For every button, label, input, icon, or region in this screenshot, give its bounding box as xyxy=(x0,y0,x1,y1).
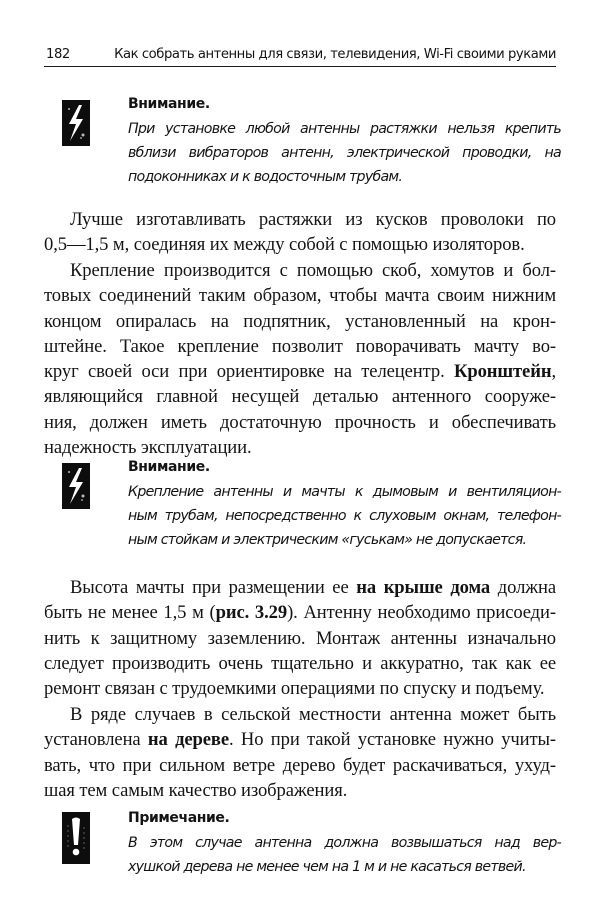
text-line: следует производить очень тщательно и аккуратно, так как ее xyxy=(44,652,556,674)
text-line: концом опиралась на подпятник, установленный на крон- xyxy=(44,310,556,332)
text-run: ). Антенну необходимо присоеди- xyxy=(287,602,556,624)
text-line: ным трубам, непосредственно к слуховым окнам, телефон- xyxy=(128,508,561,524)
text-line: ремонт связан с трудоемкими операциями по спуску и подъему. xyxy=(44,678,545,700)
text-line: В ряде случаев в сельской местности антенна может быть xyxy=(70,704,556,725)
lightning-icon xyxy=(62,463,90,509)
callout-title: Внимание. xyxy=(128,96,210,112)
text-run: быть не менее 1,5 м ( xyxy=(44,602,216,624)
callout-title: Примечание. xyxy=(128,810,230,826)
figure-reference: рис. 3.29 xyxy=(215,602,288,624)
page-number: 182 xyxy=(46,47,70,62)
text-line: надежность эксплуатации. xyxy=(44,437,252,459)
text-run: . Но при такой установке нужно учиты- xyxy=(229,729,557,751)
callout-text xyxy=(128,480,561,552)
text-line: хушкой дерева не менее чем на 1 м и не касаться ветвей. xyxy=(128,859,526,875)
text-line: являющийся главной несущей деталью антенного сооруже- xyxy=(44,386,556,408)
text-line: шая тем самым качество изображения. xyxy=(44,779,348,801)
text-line: ния, должен иметь достаточную прочность и обеспечивать xyxy=(44,411,556,433)
text-run: должна xyxy=(490,577,556,598)
text-line: 0,5—1,5 м, соединяя их между собой с помощью изоляторов. xyxy=(44,234,525,256)
text-line: вблизи вибраторов антенн, электрической проводки, на xyxy=(128,145,561,161)
text-line: вать, что при сильном ветре дерево будет раскачиваться, ухуд- xyxy=(44,754,556,776)
paragraph xyxy=(44,258,556,460)
book-title: Как собрать антенны для связи, телевидения, Wi-Fi своими руками xyxy=(114,47,556,62)
text-run: установлена xyxy=(44,729,148,751)
callout-title: Внимание. xyxy=(128,459,210,475)
text-run: Высота мачты при размещении ее xyxy=(70,577,357,598)
text-line: товых соединений таким образом, чтобы мачта своим нижним xyxy=(44,285,556,307)
paragraph xyxy=(44,575,556,701)
text-line: штейне. Такое крепление позволит поворачивать мачту во- xyxy=(44,335,556,357)
running-header xyxy=(44,44,556,67)
text-run: , xyxy=(551,361,556,383)
text-run: круг своей оси при ориентировке на телецентр. xyxy=(44,361,454,383)
paragraph xyxy=(44,702,556,803)
text-line xyxy=(44,575,556,600)
text-line xyxy=(44,727,556,752)
lightning-icon xyxy=(62,100,90,146)
text-line: Крепление антенны и мачты к дымовым и вентиляцион- xyxy=(128,484,561,500)
text-line: В этом случае антенна должна возвышаться над вер- xyxy=(128,835,561,851)
callout-text xyxy=(128,831,561,879)
bold-term: на дереве xyxy=(147,729,230,751)
paragraph xyxy=(44,207,556,258)
text-line: нить к защитному заземлению. Монтаж антенны изначально xyxy=(44,627,556,649)
bold-term: Кронштейн xyxy=(453,361,552,383)
text-line xyxy=(44,359,556,384)
text-line xyxy=(44,600,556,625)
exclamation-icon xyxy=(62,812,90,864)
text-line: Крепление производится с помощью скоб, хомутов и бол- xyxy=(70,260,556,281)
callout-text xyxy=(128,117,561,189)
text-line: Лучше изготавливать растяжки из кусков проволоки по xyxy=(70,209,556,230)
bold-term: на крыше дома xyxy=(356,577,491,598)
text-line: При установке любой антенны растяжки нельзя крепить xyxy=(128,121,561,137)
text-line: подоконниках и к водосточным трубам. xyxy=(128,169,403,185)
text-line: ным стойкам и электрическим «гуськам» не допускается. xyxy=(128,532,527,548)
